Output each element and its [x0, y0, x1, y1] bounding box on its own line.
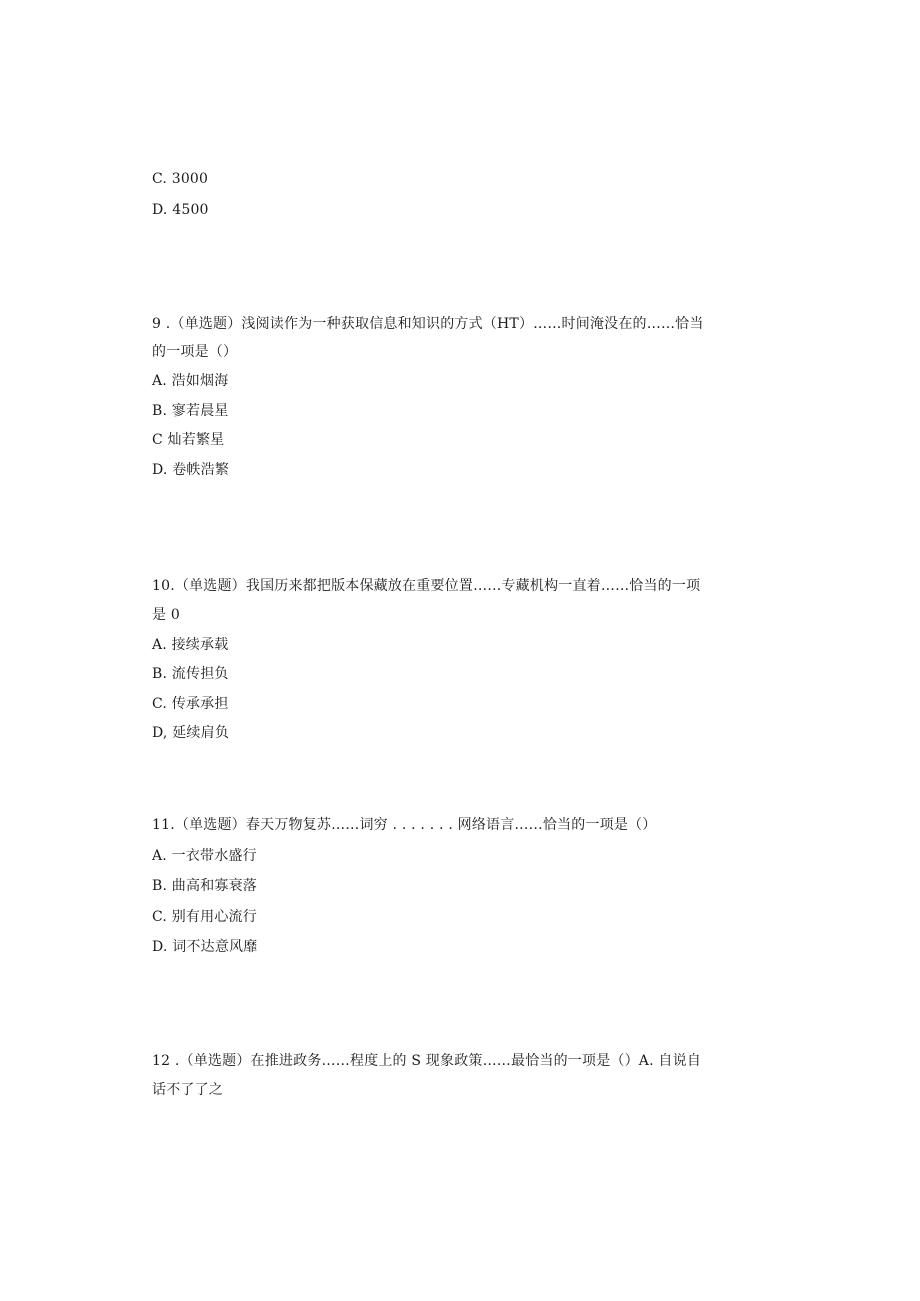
q11-option-d: D. 词不达意风靡: [152, 939, 258, 955]
q11-stem-line1: 11.（单选题）春天万物复苏……词穷 . . . . . . . 网络语言……恰当的一项是（）: [152, 817, 657, 833]
q10-option-c: C. 传承承担: [152, 696, 229, 712]
q12-stem-line1: 12 .（单选题）在推进政务……程度上的 S 现象政策……最恰当的一项是（）A. 自说自: [152, 1053, 702, 1069]
option-c-prev: C. 3000: [152, 171, 209, 187]
q11-option-b: B. 曲高和寡衰落: [152, 878, 257, 894]
q9-option-a: A. 浩如烟海: [152, 373, 229, 389]
q9-stem-line1: 9 .（单选题）浅阅读作为一种获取信息和知识的方式（HT）……时间淹没在的……恰当: [152, 316, 704, 332]
option-d-prev: D. 4500: [152, 202, 209, 218]
q9-option-c: C 灿若繁星: [152, 432, 225, 448]
q9-option-b: B. 寥若晨星: [152, 403, 229, 419]
q9-stem-line2: 的一项是（）: [152, 344, 238, 360]
q10-stem-line2: 是 0: [152, 607, 180, 623]
q10-option-d: D, 延续肩负: [152, 725, 230, 741]
q11-option-a: A. 一衣带水盛行: [152, 848, 257, 864]
q10-stem-line1: 10.（单选题）我国历来都把版本保藏放在重要位置……专藏机构一直着……恰当的一项: [152, 578, 701, 594]
q11-option-c: C. 别有用心流行: [152, 909, 257, 925]
q10-option-a: A. 接续承载: [152, 637, 229, 653]
q12-stem-line2: 话不了了之: [152, 1082, 223, 1098]
q9-option-d: D. 卷帙浩繁: [152, 462, 230, 478]
q10-option-b: B. 流传担负: [152, 666, 229, 682]
